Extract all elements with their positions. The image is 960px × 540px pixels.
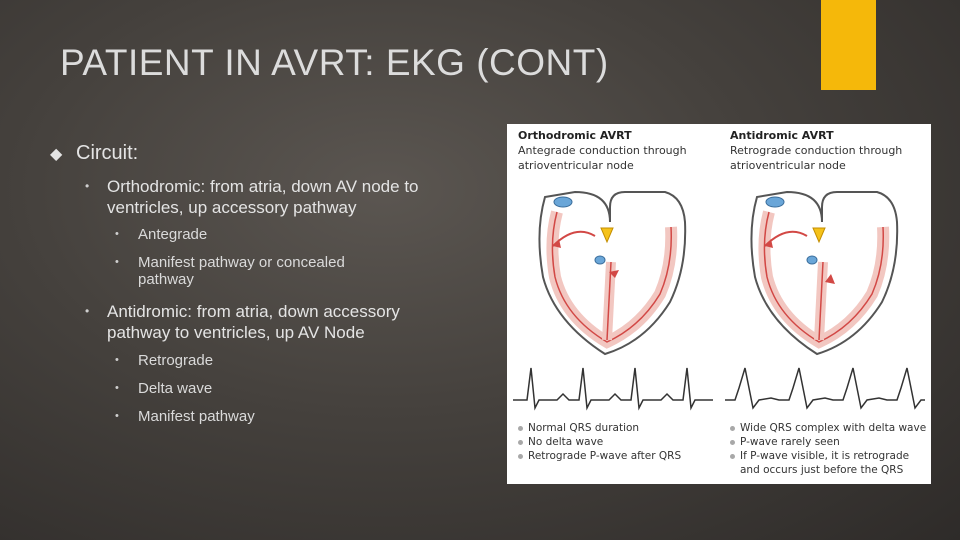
bullet-antidromic-text: Antidromic: from atria, down accessory pathway to ventricles, up AV Node <box>107 302 400 342</box>
figure-bullet <box>730 421 930 435</box>
figure-bullet <box>518 421 718 435</box>
figure-heading: Antidromic AVRT <box>730 129 834 142</box>
bullet-dot-icon <box>730 426 735 431</box>
figure-bullet <box>730 449 930 477</box>
figure-bullet <box>518 435 718 449</box>
sub-bullet-text: Retrograde <box>138 352 214 369</box>
bullet-dot-icon: • <box>85 304 90 318</box>
figure-bullet-text: No delta wave <box>528 436 604 448</box>
slide-title: PATIENT IN AVRT: EKG (CONT) <box>60 42 609 83</box>
bullet-dot-icon <box>518 440 523 445</box>
figure-bullet <box>730 435 930 449</box>
figure-antidromic <box>719 124 931 484</box>
figure-bullet-text: If P-wave visible, it is retrograde and occurs just before the QRS <box>740 450 910 476</box>
sub-bullet-text: Delta wave <box>138 380 213 397</box>
heart-diagram-icon <box>727 182 927 362</box>
figure-heading: Orthodromic AVRT <box>518 129 632 142</box>
figure-bullet <box>518 449 718 463</box>
figure-bullets <box>730 421 930 477</box>
bullet-dot-icon: • <box>115 382 119 394</box>
figure-bullet-text: Retrograde P-wave after QRS <box>528 450 682 462</box>
figure-bullet-text: Wide QRS complex with delta wave <box>740 422 927 434</box>
ekg-trace-icon <box>725 364 925 414</box>
figure-bullet-text: Normal QRS duration <box>528 422 640 434</box>
sub-bullet-text: Antegrade <box>138 226 208 243</box>
figure-subheading: Retrograde conduction through atrioventricular node <box>730 144 903 172</box>
bullet-dot-icon: • <box>115 256 119 268</box>
bullet-dot-icon: • <box>115 354 119 366</box>
bullet-dot-icon <box>730 440 735 445</box>
bullet-circuit-text: Circuit: <box>76 142 139 164</box>
diamond-bullet-icon: ◆ <box>50 146 63 163</box>
figure-bullets <box>518 421 718 463</box>
avrt-figure <box>507 124 931 484</box>
figure-bullet-text: P-wave rarely seen <box>740 436 840 448</box>
bullet-dot-icon: • <box>115 228 119 240</box>
bullet-orthodromic-text: Orthodromic: from atria, down AV node to ventricles, up accessory pathway <box>107 177 419 217</box>
figure-orthodromic <box>507 124 719 484</box>
ekg-trace-icon <box>513 364 713 414</box>
figure-subheading: Antegrade conduction through atrioventricular node <box>518 144 687 172</box>
bullet-dot-icon <box>730 454 735 459</box>
sub-bullet-text: Manifest pathway <box>138 408 255 425</box>
heart-diagram-icon <box>515 182 715 362</box>
bullet-dot-icon <box>518 454 523 459</box>
sub-bullet-text: Manifest pathway or concealed pathway <box>138 254 345 288</box>
bullet-dot-icon: • <box>115 410 119 422</box>
accent-bar <box>821 0 876 90</box>
bullet-dot-icon <box>518 426 523 431</box>
bullet-dot-icon: • <box>85 179 90 193</box>
